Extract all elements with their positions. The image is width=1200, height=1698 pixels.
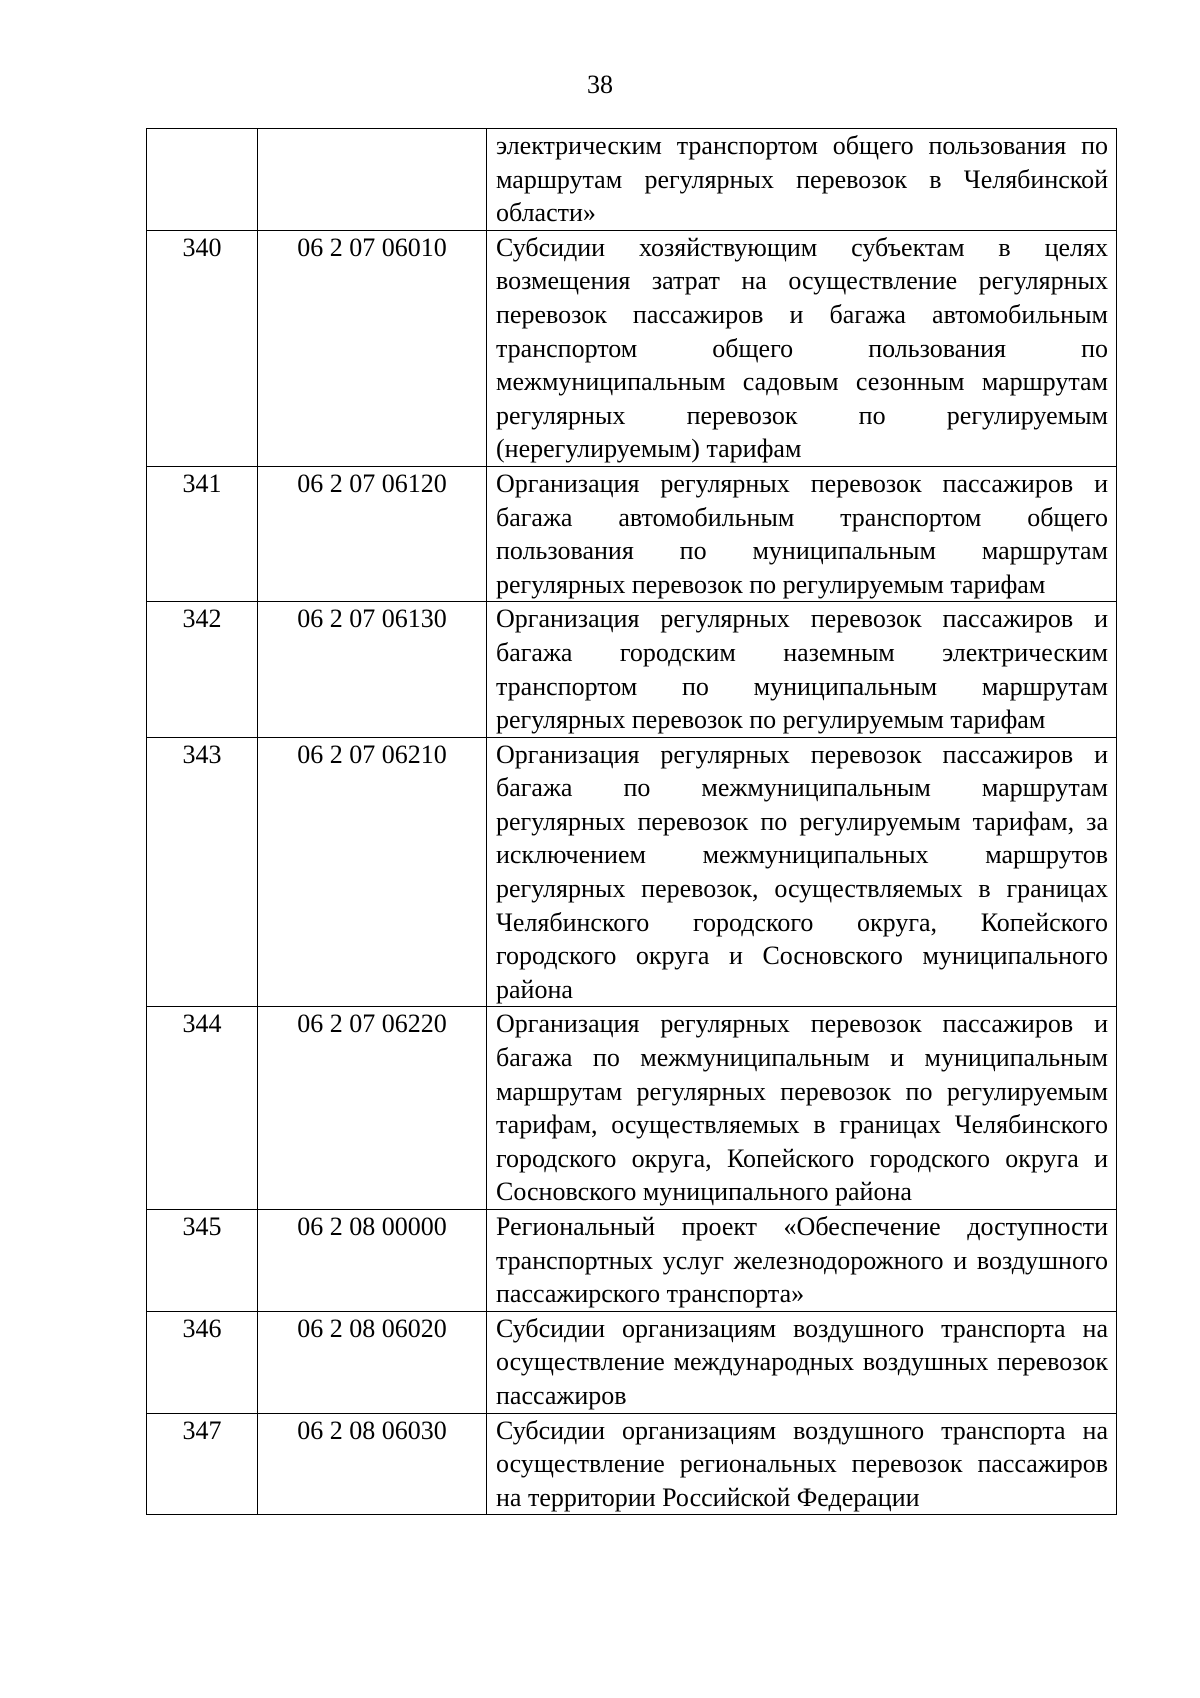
table-row — [147, 602, 1117, 737]
row-code: 06 2 07 06210 — [258, 737, 487, 1007]
row-code: 06 2 08 00000 — [258, 1210, 487, 1312]
row-code: 06 2 07 06220 — [258, 1007, 487, 1210]
row-code: 06 2 07 06120 — [258, 466, 487, 601]
table-row — [147, 1210, 1117, 1312]
table-row — [147, 737, 1117, 1007]
row-number — [147, 129, 258, 231]
table-row — [147, 230, 1117, 466]
row-number: 347 — [147, 1413, 258, 1515]
row-code: 06 2 08 06030 — [258, 1413, 487, 1515]
row-code: 06 2 07 06130 — [258, 602, 487, 737]
table-row — [147, 1311, 1117, 1413]
row-description: Организация регулярных перевозок пассажиров и багажа по межмуниципальным маршрутам регулярных перевозок по регулируемым тарифам, за исключением межмуниципальных маршрутов регулярных перевозок, осуществляемых в границах Челябинского городского округа, Копейского городского округа и Сосновского муниципального района — [487, 737, 1117, 1007]
row-number: 345 — [147, 1210, 258, 1312]
row-description: Субсидии организациям воздушного транспорта на осуществление региональных перевозок пассажиров на территории Российской Федерации — [487, 1413, 1117, 1515]
row-number: 340 — [147, 230, 258, 466]
table-row — [147, 1413, 1117, 1515]
row-number: 342 — [147, 602, 258, 737]
row-number: 344 — [147, 1007, 258, 1210]
row-description: Региональный проект «Обеспечение доступности транспортных услуг железнодорожного и воздушного пассажирского транспорта» — [487, 1210, 1117, 1312]
row-code — [258, 129, 487, 231]
table-row-continuation — [147, 129, 1117, 231]
row-description: электрическим транспортом общего пользования по маршрутам регулярных перевозок в Челябинской области» — [487, 129, 1117, 231]
budget-classification-table — [146, 128, 1117, 1515]
row-description: Субсидии хозяйствующим субъектам в целях возмещения затрат на осуществление регулярных перевозок пассажиров и багажа автомобильным транспортом общего пользования по межмуниципальным садовым сезонным маршрутам регулярных перевозок по регулируемым (нерегулируемым) тарифам — [487, 230, 1117, 466]
row-description: Субсидии организациям воздушного транспорта на осуществление международных воздушных перевозок пассажиров — [487, 1311, 1117, 1413]
row-number: 341 — [147, 466, 258, 601]
page-number: 38 — [587, 70, 613, 99]
row-code: 06 2 07 06010 — [258, 230, 487, 466]
row-description: Организация регулярных перевозок пассажиров и багажа городским наземным электрическим транспортом по муниципальным маршрутам регулярных перевозок по регулируемым тарифам — [487, 602, 1117, 737]
row-description: Организация регулярных перевозок пассажиров и багажа автомобильным транспортом общего пользования по муниципальным маршрутам регулярных перевозок по регулируемым тарифам — [487, 466, 1117, 601]
table-row — [147, 466, 1117, 601]
row-number: 346 — [147, 1311, 258, 1413]
table-row — [147, 1007, 1117, 1210]
row-description: Организация регулярных перевозок пассажиров и багажа по межмуниципальным и муниципальным маршрутам регулярных перевозок по регулируемым тарифам, осуществляемых в границах Челябинского городского округа, Копейского городского округа и Сосновского муниципального района — [487, 1007, 1117, 1210]
row-number: 343 — [147, 737, 258, 1007]
row-code: 06 2 08 06020 — [258, 1311, 487, 1413]
